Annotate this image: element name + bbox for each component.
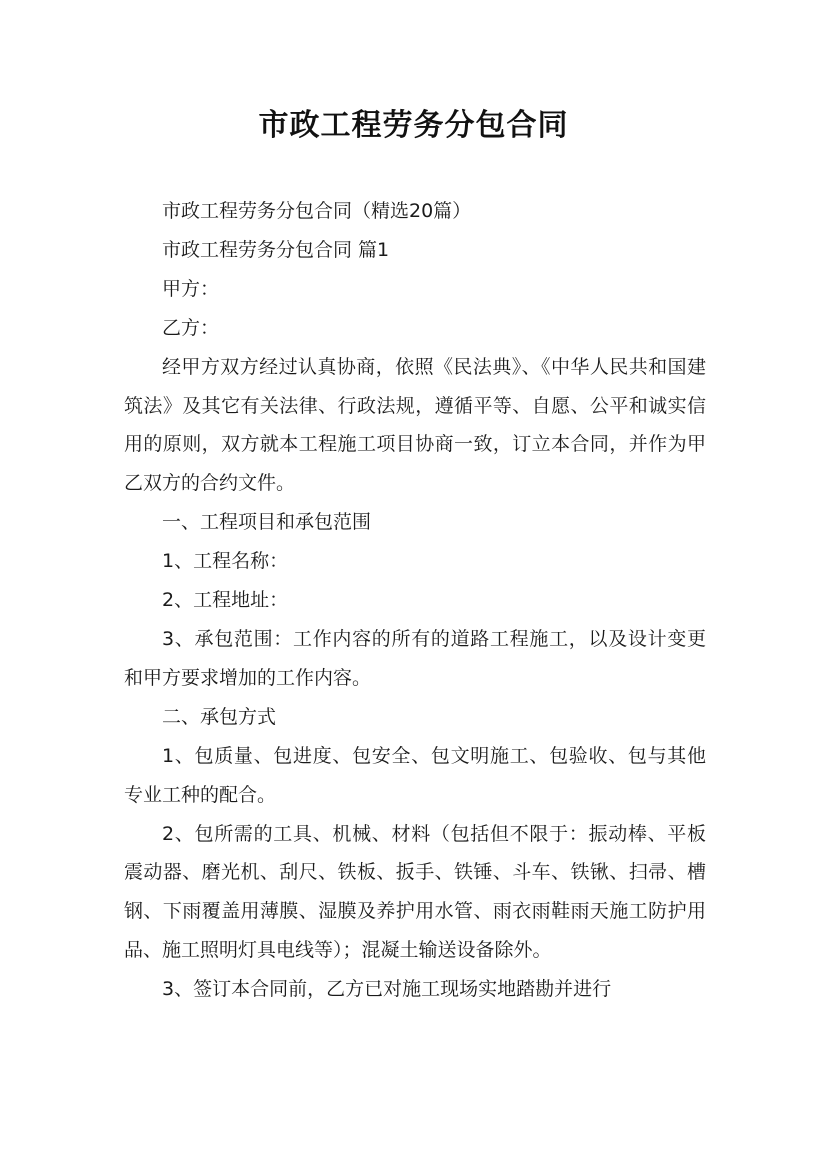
paragraph-party-b: 乙方：	[162, 316, 220, 339]
document-body	[124, 192, 706, 1009]
paragraph-contract-scope: 3、承包范围：工作内容的所有的道路工程施工，以及设计变更和甲方要求增加的工作内容。	[124, 627, 706, 689]
paragraph-heading-method: 二、承包方式	[162, 705, 277, 728]
paragraph-project-name: 1、工程名称：	[162, 550, 289, 573]
paragraph-project-address: 2、工程地址：	[162, 589, 289, 612]
paragraph-preamble: 经甲方双方经过认真协商，依照《民法典》、《中华人民共和国建筑法》及其它有关法律、行政法规，遵循平等、自愿、公平和诚实信用的原则，双方就本工程施工项目协商一致，订立本合同，并作为甲乙双方的合约文件。	[124, 355, 706, 495]
paragraph-subtitle: 市政工程劳务分包合同（精选20篇）	[162, 200, 472, 222]
paragraph-party-a: 甲方：	[162, 277, 220, 300]
paragraph-method-3: 3、签订本合同前，乙方已对施工现场实地踏勘并进行	[162, 978, 612, 1001]
paragraph-method-2: 2、包所需的工具、机械、材料（包括但不限于：振动棒、平板震动器、磨光机、刮尺、铁板、扳手、铁锤、斗车、铁锹、扫帚、槽钢、下雨覆盖用薄膜、湿膜及养护用水管、雨衣雨鞋雨天施工防护用品、施工照明灯具电线等）；混凝土输送设备除外。	[124, 822, 706, 962]
paragraph-method-1: 1、包质量、包进度、包安全、包文明施工、包验收、包与其他专业工种的配合。	[124, 744, 706, 806]
paragraph-heading-scope: 一、工程项目和承包范围	[162, 511, 372, 534]
document-title: 市政工程劳务分包合同	[258, 108, 569, 143]
paragraph-section-heading: 市政工程劳务分包合同 篇1	[162, 238, 390, 261]
